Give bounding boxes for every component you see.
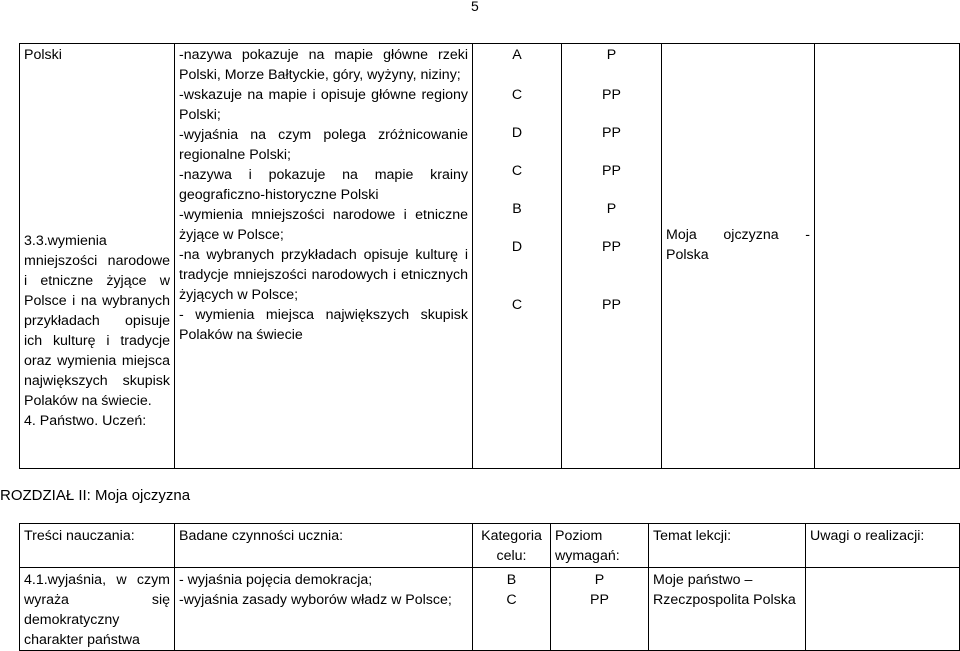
activity-item: -nazywa i pokazuje na mapie krainy geograficzno-historyczne Polski: [179, 167, 468, 203]
activity-item: -na wybranych przykładach opisuje kulturę i tradycje mniejszości narodowych i etnicznych żyjących w Polsce;: [179, 247, 468, 303]
activity-item: -wyjaśnia na czym polega zróżnicowanie regionalne Polski;: [179, 127, 468, 163]
activities-cell: [175, 44, 473, 469]
level-value: PP: [602, 163, 621, 179]
header-temat: Temat lekcji:: [649, 524, 806, 568]
level-cell: [562, 44, 662, 469]
row-kategoria: [473, 568, 551, 651]
activity-item: -wskazuje na mapie i opisuje główne regiony Polski;: [179, 87, 468, 123]
chapter-title: ROZDZIAŁ II: Moja ojczyzna: [0, 487, 191, 504]
category-value: C: [511, 87, 523, 103]
curriculum-table: [19, 523, 960, 651]
row-uwagi: [806, 568, 960, 651]
table-row: [20, 568, 960, 651]
header-poziom: Poziom wymagań:: [551, 524, 649, 568]
level-value: P: [594, 572, 605, 588]
level-value: PP: [602, 297, 621, 313]
topic-cell: [662, 44, 815, 469]
level-value: PP: [602, 239, 621, 255]
activity-item: - wyjaśnia pojęcia demokracja;: [179, 572, 373, 588]
category-value: C: [511, 163, 523, 179]
content-continuation: Polski: [24, 47, 62, 63]
activity-item: -wymienia mniejszości narodowe i etniczne żyjące w Polsce;: [179, 207, 468, 243]
row-tresci: 4.1.wyjaśnia, w czym wyraża się demokratyczny charakter państwa: [20, 568, 175, 651]
category-value: B: [506, 572, 517, 588]
category-value: C: [511, 297, 523, 313]
level-value: P: [606, 201, 617, 217]
header-tresci: Treści nauczania:: [20, 524, 175, 568]
row-poziom: [551, 568, 649, 651]
level-value: PP: [602, 87, 621, 103]
activity-item: -nazywa pokazuje na mapie główne rzeki Polski, Morze Bałtyckie, góry, wyżyny, niziny;: [179, 47, 468, 83]
category-value: B: [512, 201, 522, 217]
curriculum-table-continued: [19, 43, 960, 469]
header-czynnosci: Badane czynności ucznia:: [175, 524, 473, 568]
content-3-3: 3.3.wymienia mniejszości narodowe i etniczne żyjące w Polsce i na wybranych przykładach opisuje ich kulturę i tradycje oraz wymienia miejsca największych skupisk Polaków na świecie.: [24, 233, 170, 409]
row-temat: Moje państwo – Rzeczpospolita Polska: [649, 568, 806, 651]
category-value: A: [512, 47, 522, 63]
level-value: P: [606, 47, 617, 63]
category-cell: [473, 44, 562, 469]
row-czynnosci: [175, 568, 473, 651]
header-kategoria: Kategoria celu:: [473, 524, 551, 568]
header-uwagi: Uwagi o realizacji:: [806, 524, 960, 568]
lesson-topic: Moja ojczyzna - Polska: [666, 227, 810, 263]
level-value: PP: [590, 592, 609, 608]
content-cell: [20, 44, 175, 469]
category-value: C: [506, 592, 517, 608]
notes-cell: [815, 44, 960, 469]
level-value: PP: [602, 125, 621, 141]
content-section-4: 4. Państwo. Uczeń:: [24, 413, 147, 429]
activity-item: -wyjaśnia zasady wyborów władz w Polsce;: [179, 592, 452, 608]
category-value: D: [511, 239, 523, 255]
table-header-row: [20, 524, 960, 568]
activity-item: - wymienia miejsca największych skupisk Polaków na świecie: [179, 307, 468, 343]
category-value: D: [511, 125, 523, 141]
page-number: 5: [471, 0, 479, 14]
